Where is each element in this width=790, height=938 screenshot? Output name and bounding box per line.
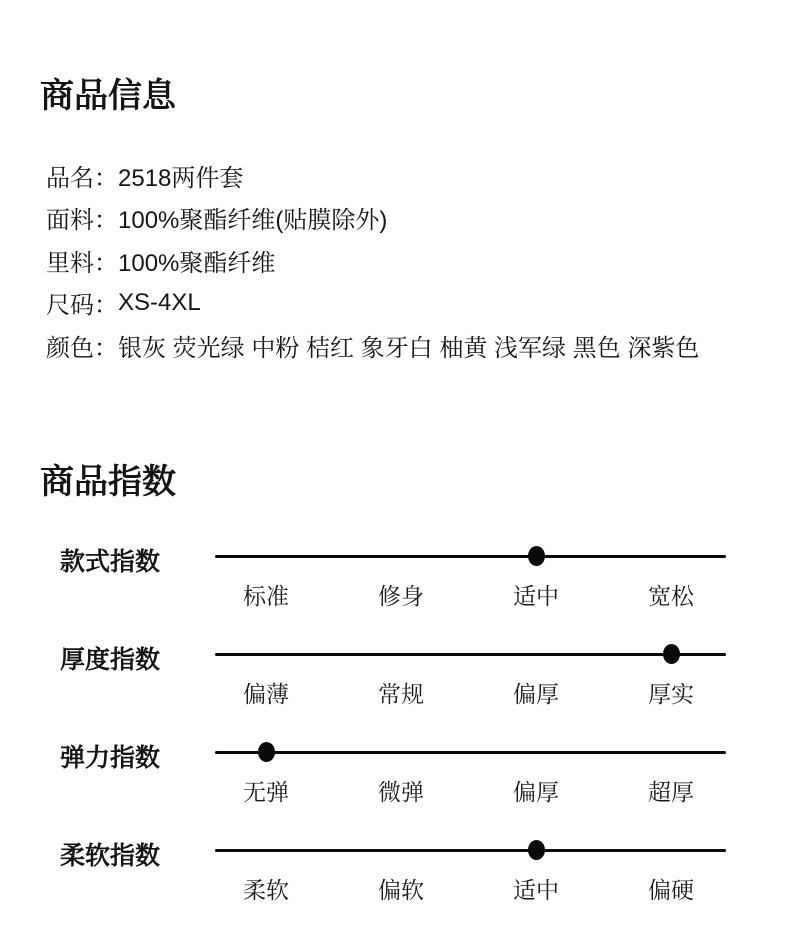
slider-dot xyxy=(528,840,545,860)
slider-option-label: 柔软 xyxy=(243,877,289,903)
product-info-row-value: 2518两件套 xyxy=(118,164,244,192)
slider-option-label: 常规 xyxy=(378,681,424,707)
product-info-row xyxy=(46,324,766,367)
index-row xyxy=(0,536,790,634)
slider-option-label: 偏厚 xyxy=(513,779,559,805)
product-info-row xyxy=(46,282,766,325)
slider-option-label: 修身 xyxy=(378,583,424,609)
product-info-row xyxy=(46,239,766,282)
product-info-row-label: 颜色： xyxy=(46,334,118,362)
product-info-row-value: 100%聚酯纤维(贴膜除外) xyxy=(118,207,388,235)
index-row xyxy=(0,634,790,732)
product-info-row-label: 里料： xyxy=(46,249,118,277)
product-info-row-label: 面料： xyxy=(46,207,118,235)
slider-track xyxy=(215,555,726,558)
slider-option-label: 偏厚 xyxy=(513,681,559,707)
slider-option-label: 适中 xyxy=(513,583,559,609)
index-row-label: 柔软指数 xyxy=(60,842,161,870)
slider-option-label: 适中 xyxy=(513,877,559,903)
product-info-row-value: 100%聚酯纤维 xyxy=(118,249,276,277)
slider-option-label: 偏硬 xyxy=(648,877,694,903)
slider-option-label: 厚实 xyxy=(648,681,694,707)
slider-track xyxy=(215,751,726,754)
product-info-row-value: XS-4XL xyxy=(118,288,201,316)
index-row-label: 弹力指数 xyxy=(60,744,161,772)
slider-dot xyxy=(258,742,275,762)
slider-option-label: 超厚 xyxy=(648,779,694,805)
slider-track xyxy=(215,653,726,656)
slider-option-label: 偏软 xyxy=(378,877,424,903)
slider-option-label: 微弹 xyxy=(378,779,424,805)
slider-option-label: 偏薄 xyxy=(243,681,289,707)
product-info-row-label: 尺码： xyxy=(46,292,118,320)
slider-dot xyxy=(663,644,680,664)
index-row xyxy=(0,830,790,928)
product-info-row-value: 银灰 荧光绿 中粉 桔红 象牙白 柚黄 浅军绿 黑色 深紫色 xyxy=(118,334,700,362)
slider-option-label: 标准 xyxy=(243,583,289,609)
slider-option-label: 宽松 xyxy=(648,583,694,609)
product-info-list xyxy=(46,154,766,367)
product-info-row xyxy=(46,154,766,197)
product-index-title: 商品指数 xyxy=(40,463,176,501)
product-info-title: 商品信息 xyxy=(40,77,176,115)
product-index-list xyxy=(0,536,790,928)
slider-track xyxy=(215,849,726,852)
product-info-row xyxy=(46,197,766,240)
product-info-row-label: 品名： xyxy=(46,164,118,192)
slider-option-label: 无弹 xyxy=(243,779,289,805)
slider-dot xyxy=(528,546,545,566)
index-row-label: 厚度指数 xyxy=(60,646,161,674)
index-row-label: 款式指数 xyxy=(60,548,161,576)
index-row xyxy=(0,732,790,830)
